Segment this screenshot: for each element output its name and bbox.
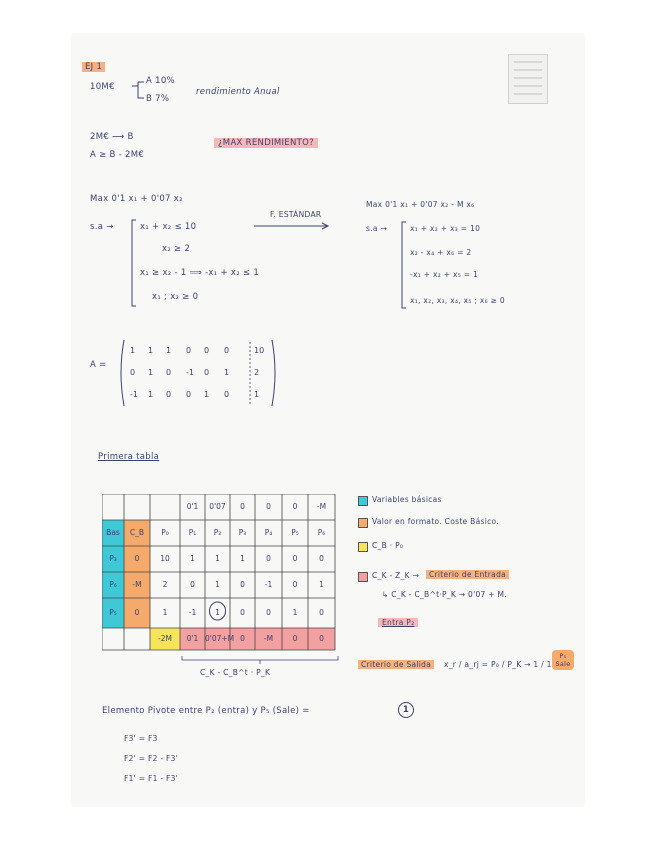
matrix-cell: 10 (254, 346, 265, 355)
table-cell: 1 (215, 608, 220, 617)
column-header: C_B (129, 528, 145, 537)
enters-label: Entra P₂ (378, 618, 418, 627)
annual-yield-label: rendimiento Anual (196, 87, 280, 97)
cost-coefficient: 0'1 (186, 502, 199, 511)
matrix-cell: 0 (130, 368, 136, 377)
cost-coefficient: 0 (266, 502, 271, 511)
matrix-cell: -1 (130, 390, 138, 399)
column-header: P₃ (238, 528, 247, 537)
matrix-cell: 1 (148, 390, 154, 399)
table-cell: P₅ (109, 608, 117, 617)
matrix-cell: 1 (166, 346, 172, 355)
table-cell: 1 (215, 580, 220, 589)
legend-reduced-cost: C_K - Z_K → (372, 571, 420, 580)
section-title: Primera tabla (98, 452, 160, 462)
table-cell: 1 (292, 608, 298, 617)
legend-swatch-pink (358, 572, 368, 582)
table-cell: 0 (319, 608, 324, 617)
pivot-value: 1 (398, 702, 414, 718)
corner-stamp (508, 54, 548, 104)
pivot-text: Elemento Pivote entre P₂ (entra) y P₅ (Sale) = (102, 706, 310, 716)
table-cell: 0 (240, 580, 245, 589)
std-constraint-2: x₂ - x₄ + x₆ = 2 (410, 248, 472, 257)
intro-amount: 10M€ (90, 82, 115, 92)
reduced-cost-cell: 0 (319, 634, 324, 643)
matrix-cell: 0 (204, 368, 210, 377)
row-op-1: F3' = F3 (124, 734, 158, 743)
matrix-cell: 0 (186, 346, 192, 355)
matrix-cell: 2 (254, 368, 260, 377)
intro-line2: 2M€ ⟶ B (90, 132, 134, 142)
exit-criterion: Criterio de Salida (358, 660, 434, 669)
table-cell: 2 (162, 580, 168, 589)
legend-swatch-cyan (358, 496, 368, 506)
cost-coefficient: -M (316, 502, 327, 511)
intro-line3: A ≥ B - 2M€ (90, 150, 145, 160)
column-header: P₀ (161, 528, 169, 537)
std-constraint-4: x₁, x₂, x₃, x₄, x₅ ; x₆ ≥ 0 (410, 296, 505, 305)
option-a: A 10% (146, 76, 175, 86)
table-cell: 0 (266, 554, 271, 563)
table-cell: 10 (160, 554, 170, 563)
legend-cost: Valor en formato. Coste Básico. (372, 517, 499, 526)
table-cell: P₆ (109, 580, 117, 589)
matrix-cell: 1 (254, 390, 260, 399)
matrix-cell: 0 (166, 368, 172, 377)
exit-badge: P₅ Sale (552, 650, 574, 670)
table-cell: 0 (240, 608, 245, 617)
row-op-3: F1' = F1 - F3' (124, 774, 179, 783)
matrix-cell: 1 (130, 346, 136, 355)
matrix-cell: 0 (224, 390, 230, 399)
cost-coefficient: 0 (240, 502, 245, 511)
reduced-cost-cell: 0'1 (186, 634, 199, 643)
constraint-2: x₂ ≥ 2 (162, 244, 191, 254)
matrix-cell: 0 (224, 346, 230, 355)
matrix-cell: 0 (186, 390, 192, 399)
simplex-table (102, 494, 337, 652)
table-cell: 0 (266, 608, 271, 617)
table-cell: P₃ (109, 554, 117, 563)
table-cell: 1 (319, 580, 324, 589)
legend-swatch-orange (358, 518, 368, 528)
under-formula: C_K - C_B^t · P_K (200, 668, 271, 677)
matrix-cell: 1 (224, 368, 230, 377)
matrix-cell: 1 (148, 368, 154, 377)
objective-function: Max 0'1 x₁ + 0'07 x₂ (90, 194, 183, 204)
std-subject-to: s.a → (366, 224, 388, 233)
entry-criterion: Criterio de Entrada (426, 570, 509, 579)
column-header: P₄ (264, 528, 273, 537)
table-cell: 0 (319, 554, 324, 563)
transform-arrow (252, 222, 332, 230)
matrix-cell: 1 (204, 390, 210, 399)
under-brace (180, 654, 340, 666)
legend-swatch-yellow (358, 542, 368, 552)
exit-formula: x_r / a_rj = P₀ / P_K → 1 / 1 (444, 660, 552, 669)
column-header: P₁ (188, 528, 197, 537)
option-b: B 7% (146, 94, 170, 104)
legend-formula: ↳ C_K - C_B^t·P_K → 0'07 + M. (382, 590, 508, 599)
legend-basic: Variables básicas (372, 495, 442, 504)
matrix-label: A = (90, 360, 107, 370)
column-header: P₂ (213, 528, 222, 537)
column-header: P₅ (291, 528, 299, 537)
notebook-page (72, 34, 584, 806)
matrix-cell: -1 (186, 368, 194, 377)
column-header: P₆ (317, 528, 326, 537)
matrix-cell: 0 (166, 390, 172, 399)
table-cell: 1 (190, 554, 195, 563)
matrix-cell: 1 (148, 346, 154, 355)
row-op-2: F2' = F2 - F3' (124, 754, 179, 763)
reduced-cost-cell: -2M (158, 634, 172, 643)
standard-form-label: F. ESTÁNDAR (270, 210, 322, 219)
subject-to: s.a → (90, 222, 114, 232)
std-constraint-3: -x₁ + x₂ + x₅ = 1 (410, 270, 479, 279)
column-header: Bas (106, 528, 120, 537)
simplex-table-grid (102, 494, 337, 652)
reduced-cost-cell: 0 (292, 634, 298, 643)
reduced-cost-cell: 0 (240, 634, 245, 643)
constraint-3: x₁ ≥ x₂ - 1 ⟹ -x₁ + x₂ ≤ 1 (140, 268, 260, 278)
reduced-cost-cell: -M (263, 634, 274, 643)
table-cell: 0 (190, 580, 195, 589)
table-cell: 0 (292, 580, 298, 589)
table-cell: 0 (134, 608, 140, 617)
table-cell: 1 (162, 608, 168, 617)
table-cell: -M (132, 580, 142, 589)
constraint-bracket (130, 218, 138, 308)
reduced-cost-cell: 0'07+M (205, 634, 235, 643)
constraint-4: x₁ ; x₂ ≥ 0 (152, 292, 199, 302)
table-cell: -1 (188, 608, 197, 617)
question-label: ¿MAX RENDIMIENTO? (214, 138, 318, 148)
legend-cbp0: C_B · P₀ (372, 541, 404, 550)
std-bracket (400, 220, 408, 310)
table-cell: 0 (292, 554, 298, 563)
std-objective: Max 0'1 x₁ + 0'07 x₂ - M x₆ (366, 200, 475, 209)
table-cell: -1 (264, 580, 273, 589)
constraint-1: x₁ + x₂ ≤ 10 (140, 222, 197, 232)
table-cell: 0 (134, 554, 140, 563)
table-cell: 1 (215, 554, 220, 563)
table-cell: 1 (240, 554, 245, 563)
cost-coefficient: 0'07 (209, 502, 226, 511)
std-constraint-1: x₁ + x₂ + x₃ = 10 (410, 224, 481, 233)
matrix-cell: 0 (204, 346, 210, 355)
cost-coefficient: 0 (292, 502, 298, 511)
exercise-tag: EJ 1 (82, 62, 105, 72)
